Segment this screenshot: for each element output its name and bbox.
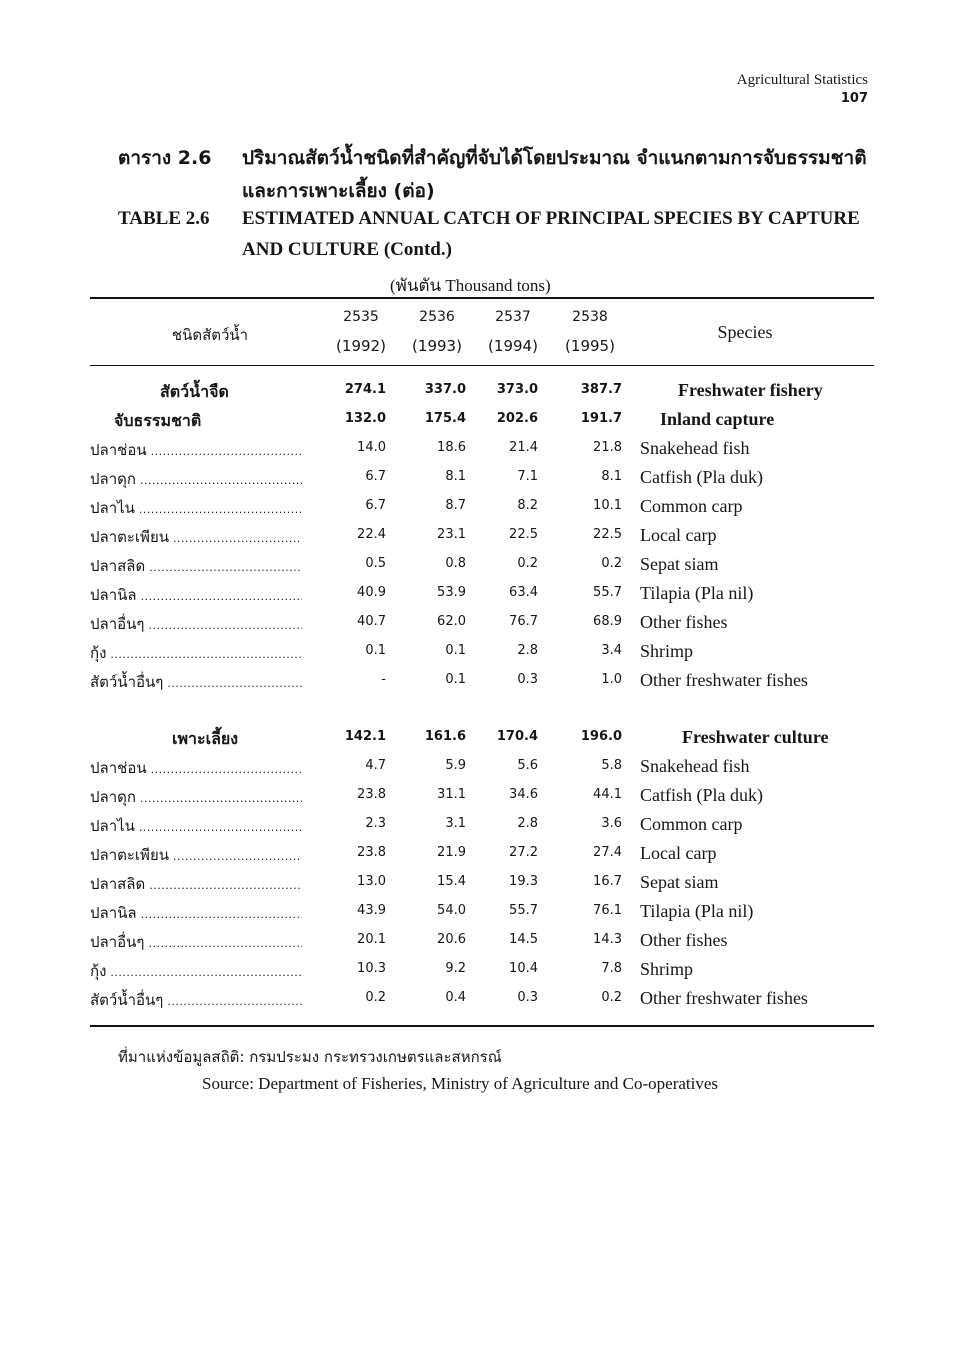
row-label-eng: Snakehead fish bbox=[640, 438, 750, 458]
cell-value: 3.1 bbox=[445, 816, 466, 831]
cell-value: 14.5 bbox=[509, 932, 538, 947]
col-year-be: 2537 bbox=[495, 309, 531, 325]
cell-value: 161.6 bbox=[424, 729, 466, 744]
cell-value: 44.1 bbox=[593, 787, 622, 802]
cell-value: 54.0 bbox=[437, 903, 466, 918]
row-label-thai: ปลาตะเพียน ..... bbox=[90, 843, 302, 867]
cell-value: 0.1 bbox=[445, 672, 466, 687]
col-year-ce: (1994) bbox=[488, 337, 538, 355]
cell-value: 15.4 bbox=[437, 874, 466, 889]
cell-value: 23.1 bbox=[437, 527, 466, 542]
cell-value: 0.3 bbox=[517, 672, 538, 687]
row-label-eng: Snakehead fish bbox=[640, 756, 750, 776]
row-label-thai: ปลาช่อน ..... bbox=[90, 438, 302, 462]
caption-eng-title: ESTIMATED ANNUAL CATCH OF PRINCIPAL SPECIES BY CAPTURE bbox=[242, 208, 860, 229]
row-label-eng: Sepat siam bbox=[640, 554, 719, 574]
cell-value: 21.8 bbox=[593, 440, 622, 455]
cell-value: 31.1 bbox=[437, 787, 466, 802]
row-label-eng: Other fishes bbox=[640, 612, 728, 632]
row-label-eng: Sepat siam bbox=[640, 872, 719, 892]
row-label-thai: ปลาดุก ..... bbox=[90, 467, 302, 491]
row-label-thai: ปลาสลิด ..... bbox=[90, 554, 302, 578]
cell-value: 20.6 bbox=[437, 932, 466, 947]
cell-value: 40.9 bbox=[357, 585, 386, 600]
cell-value: 14.3 bbox=[593, 932, 622, 947]
cell-value: 2.8 bbox=[517, 816, 538, 831]
row-label-thai: จับธรรมชาติ bbox=[114, 411, 202, 430]
row-label-thai: ปลาสลิด ..... bbox=[90, 872, 302, 896]
table-row bbox=[90, 438, 874, 467]
cell-value: 0.1 bbox=[365, 643, 386, 658]
caption-thai-title-cont: และการเพาะเลี้ยง (ต่อ) bbox=[242, 180, 435, 202]
row-label-thai: กุ้ง ..... bbox=[90, 959, 302, 983]
table-row bbox=[90, 641, 874, 670]
row-label-thai: ปลานิล ..... bbox=[90, 901, 302, 925]
cell-value: 10.1 bbox=[593, 498, 622, 513]
table-row-culture-subtotal bbox=[90, 727, 874, 756]
table-row bbox=[90, 930, 874, 959]
cell-value: 0.3 bbox=[517, 990, 538, 1005]
unit-label: (พันตัน Thousand tons) bbox=[390, 276, 551, 295]
row-label-eng: Other freshwater fishes bbox=[640, 988, 808, 1008]
row-label-eng: Other freshwater fishes bbox=[640, 670, 808, 690]
row-label-thai: ปลาอื่นๆ ..... bbox=[90, 930, 302, 954]
row-label-thai: ปลาดุก ..... bbox=[90, 785, 302, 809]
cell-value: 5.9 bbox=[445, 758, 466, 773]
table-row bbox=[90, 988, 874, 1017]
table-row bbox=[90, 496, 874, 525]
cell-value: 23.8 bbox=[357, 787, 386, 802]
publication-title: Agricultural Statistics bbox=[736, 72, 868, 88]
cell-value: 196.0 bbox=[580, 729, 622, 744]
source-thai: ที่มาแห่งข้อมูลสถิติ: กรมประมง กระทรวงเกษตรและสหกรณ์ bbox=[118, 1048, 502, 1066]
cell-value: 14.0 bbox=[357, 440, 386, 455]
row-label-thai: สัตว์น้ำอื่นๆ ..... bbox=[90, 988, 302, 1012]
cell-value: 3.6 bbox=[601, 816, 622, 831]
row-label-eng: Tilapia (Pla nil) bbox=[640, 583, 754, 603]
cell-value: 18.6 bbox=[437, 440, 466, 455]
table-top-rule bbox=[90, 297, 874, 299]
table-bottom-rule bbox=[90, 1025, 874, 1027]
col-year-be: 2536 bbox=[419, 309, 455, 325]
row-label-eng: Shrimp bbox=[640, 959, 694, 979]
row-label-thai: ปลาช่อน ..... bbox=[90, 756, 302, 780]
table-row bbox=[90, 670, 874, 699]
cell-value: 175.4 bbox=[424, 411, 466, 426]
cell-value: 373.0 bbox=[496, 382, 538, 397]
cell-value: 5.8 bbox=[601, 758, 622, 773]
table-row bbox=[90, 583, 874, 612]
table-header-rule bbox=[90, 365, 874, 366]
table-row-freshwater-total bbox=[90, 380, 874, 409]
col-header-species: Species bbox=[717, 322, 773, 342]
cell-value: 27.2 bbox=[509, 845, 538, 860]
col-year-be: 2538 bbox=[572, 309, 608, 325]
cell-value: 10.4 bbox=[509, 961, 538, 976]
row-label-thai: ปลาตะเพียน ..... bbox=[90, 525, 302, 549]
cell-value: 8.1 bbox=[445, 469, 466, 484]
cell-value: 0.4 bbox=[445, 990, 466, 1005]
cell-value: 8.1 bbox=[601, 469, 622, 484]
cell-value: 63.4 bbox=[509, 585, 538, 600]
col-year-ce: (1993) bbox=[412, 337, 462, 355]
row-label-eng: Shrimp bbox=[640, 641, 694, 661]
row-label-eng: Inland capture bbox=[660, 409, 775, 429]
cell-value: 9.2 bbox=[445, 961, 466, 976]
cell-value: 7.1 bbox=[517, 469, 538, 484]
cell-value: - bbox=[381, 672, 386, 687]
row-label-eng: Freshwater fishery bbox=[678, 380, 823, 400]
cell-value: 55.7 bbox=[509, 903, 538, 918]
caption-eng-label: TABLE 2.6 bbox=[118, 208, 210, 229]
cell-value: 55.7 bbox=[593, 585, 622, 600]
cell-value: 191.7 bbox=[580, 411, 622, 426]
cell-value: 21.9 bbox=[437, 845, 466, 860]
page-number: 107 bbox=[840, 91, 868, 106]
table-row-capture-subtotal bbox=[90, 409, 874, 438]
cell-value: 6.7 bbox=[365, 498, 386, 513]
col-header-thai: ชนิดสัตว์น้ำ bbox=[171, 326, 249, 344]
cell-value: 22.5 bbox=[509, 527, 538, 542]
row-label-thai: ปลานิล ..... bbox=[90, 583, 302, 607]
table-row bbox=[90, 843, 874, 872]
cell-value: 13.0 bbox=[357, 874, 386, 889]
cell-value: 2.8 bbox=[517, 643, 538, 658]
row-label-thai: กุ้ง ..... bbox=[90, 641, 302, 665]
cell-value: 19.3 bbox=[509, 874, 538, 889]
cell-value: 337.0 bbox=[424, 382, 466, 397]
table-row bbox=[90, 525, 874, 554]
cell-value: 27.4 bbox=[593, 845, 622, 860]
cell-value: 68.9 bbox=[593, 614, 622, 629]
table-row bbox=[90, 785, 874, 814]
cell-value: 22.5 bbox=[593, 527, 622, 542]
cell-value: 0.2 bbox=[517, 556, 538, 571]
table-row bbox=[90, 959, 874, 988]
cell-value: 3.4 bbox=[601, 643, 622, 658]
page-header bbox=[737, 70, 868, 108]
col-year-ce: (1995) bbox=[565, 337, 615, 355]
cell-value: 76.7 bbox=[509, 614, 538, 629]
cell-value: 40.7 bbox=[357, 614, 386, 629]
cell-value: 202.6 bbox=[496, 411, 538, 426]
table-row bbox=[90, 554, 874, 583]
col-year-ce: (1992) bbox=[336, 337, 386, 355]
cell-value: 0.5 bbox=[365, 556, 386, 571]
col-year-be: 2535 bbox=[343, 309, 379, 325]
cell-value: 23.8 bbox=[357, 845, 386, 860]
row-label-thai: ปลาไน ..... bbox=[90, 496, 302, 520]
row-label-eng: Catfish (Pla duk) bbox=[640, 467, 763, 487]
row-label-thai: เพาะเลี้ยง bbox=[172, 729, 239, 748]
cell-value: 2.3 bbox=[365, 816, 386, 831]
cell-value: 8.7 bbox=[445, 498, 466, 513]
table-row bbox=[90, 872, 874, 901]
table-row bbox=[90, 756, 874, 785]
cell-value: 34.6 bbox=[509, 787, 538, 802]
cell-value: 0.8 bbox=[445, 556, 466, 571]
row-label-eng: Common carp bbox=[640, 814, 743, 834]
table-row bbox=[90, 467, 874, 496]
cell-value: 170.4 bbox=[496, 729, 538, 744]
row-label-thai: ปลาอื่นๆ ..... bbox=[90, 612, 302, 636]
cell-value: 0.2 bbox=[601, 990, 622, 1005]
cell-value: 132.0 bbox=[344, 411, 386, 426]
cell-value: 0.2 bbox=[365, 990, 386, 1005]
cell-value: 22.4 bbox=[357, 527, 386, 542]
cell-value: 0.1 bbox=[445, 643, 466, 658]
row-label-eng: Local carp bbox=[640, 843, 717, 863]
row-label-thai: สัตว์น้ำอื่นๆ ..... bbox=[90, 670, 302, 694]
row-label-thai: ปลาไน ..... bbox=[90, 814, 302, 838]
cell-value: 1.0 bbox=[601, 672, 622, 687]
row-label-thai: สัตว์น้ำจืด bbox=[160, 382, 229, 401]
table-row bbox=[90, 814, 874, 843]
row-label-eng: Common carp bbox=[640, 496, 743, 516]
caption-eng-title-cont: AND CULTURE (Contd.) bbox=[242, 239, 452, 260]
row-label-eng: Tilapia (Pla nil) bbox=[640, 901, 754, 921]
cell-value: 21.4 bbox=[509, 440, 538, 455]
cell-value: 5.6 bbox=[517, 758, 538, 773]
cell-value: 53.9 bbox=[437, 585, 466, 600]
cell-value: 274.1 bbox=[344, 382, 386, 397]
caption-thai-label: ตาราง 2.6 bbox=[118, 147, 212, 169]
cell-value: 76.1 bbox=[593, 903, 622, 918]
cell-value: 43.9 bbox=[357, 903, 386, 918]
cell-value: 20.1 bbox=[357, 932, 386, 947]
row-label-eng: Other fishes bbox=[640, 930, 728, 950]
cell-value: 6.7 bbox=[365, 469, 386, 484]
cell-value: 10.3 bbox=[357, 961, 386, 976]
row-label-eng: Local carp bbox=[640, 525, 717, 545]
cell-value: 4.7 bbox=[365, 758, 386, 773]
cell-value: 387.7 bbox=[580, 382, 622, 397]
cell-value: 7.8 bbox=[601, 961, 622, 976]
row-label-eng: Freshwater culture bbox=[682, 727, 829, 747]
table-row bbox=[90, 612, 874, 641]
row-label-eng: Catfish (Pla duk) bbox=[640, 785, 763, 805]
cell-value: 8.2 bbox=[517, 498, 538, 513]
cell-value: 62.0 bbox=[437, 614, 466, 629]
cell-value: 142.1 bbox=[344, 729, 386, 744]
caption-thai-title: ปริมาณสัตว์น้ำชนิดที่สำคัญที่จับได้โดยประมาณ จำแนกตามการจับธรรมชาติ bbox=[242, 147, 867, 169]
cell-value: 0.2 bbox=[601, 556, 622, 571]
table-row bbox=[90, 901, 874, 930]
source-eng: Source: Department of Fisheries, Ministry of Agriculture and Co-operatives bbox=[202, 1074, 719, 1093]
cell-value: 16.7 bbox=[593, 874, 622, 889]
